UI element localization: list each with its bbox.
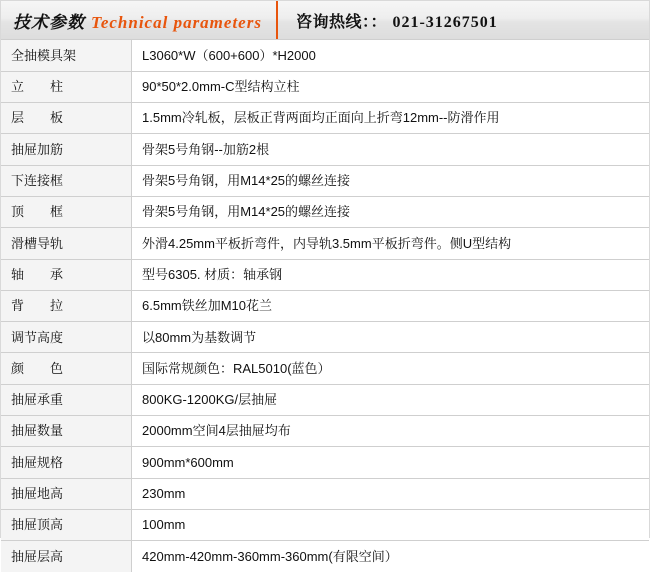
table-row: [1, 259, 649, 290]
table-row: [1, 384, 649, 415]
table-row: [1, 71, 649, 102]
row-label: 下连接框: [1, 165, 132, 196]
row-value: 1.5mm冷轧板，层板正背两面均正面向上折弯12mm--防滑作用: [132, 103, 650, 134]
table-row: [1, 447, 649, 478]
table-row: [1, 40, 649, 71]
row-label: 背 拉: [1, 290, 132, 321]
row-label: 颜 色: [1, 353, 132, 384]
page-title-en: Technical parameters: [91, 12, 262, 32]
hotline-number: ： 021-31267501: [370, 13, 498, 31]
row-value: 骨架5号角钢，用M14*25的螺丝连接: [132, 165, 650, 196]
row-label: 抽屉顶高: [1, 509, 132, 540]
header-title-group: [1, 8, 262, 33]
row-value: 900mm*600mm: [132, 447, 650, 478]
table-row: [1, 134, 649, 165]
row-label: 顶 框: [1, 196, 132, 227]
table-row: [1, 509, 649, 540]
row-value: 100mm: [132, 509, 650, 540]
page-header: [1, 1, 649, 40]
row-value: 2000mm空间4层抽屉均布: [132, 416, 650, 447]
table-row: [1, 322, 649, 353]
row-value: 国际常规颜色：RAL5010(蓝色）: [132, 353, 650, 384]
row-label: 轴 承: [1, 259, 132, 290]
row-value: L3060*W（600+600）*H2000: [132, 40, 650, 71]
row-value: 90*50*2.0mm-C型结构立柱: [132, 71, 650, 102]
row-label: 调节高度: [1, 322, 132, 353]
row-value: 800KG-1200KG/层抽屉: [132, 384, 650, 415]
row-value: 以80mm为基数调节: [132, 322, 650, 353]
row-label: 抽屉规格: [1, 447, 132, 478]
specifications-table: [1, 40, 649, 572]
table-row: [1, 478, 649, 509]
row-value: 骨架5号角钢--加筋2根: [132, 134, 650, 165]
row-value: 型号6305. 材质：轴承钢: [132, 259, 650, 290]
table-row: [1, 290, 649, 321]
row-label: 抽屉层高: [1, 541, 132, 572]
table-row: [1, 196, 649, 227]
hotline-text: [278, 9, 498, 32]
row-label: 抽屉承重: [1, 384, 132, 415]
hotline-label: 咨询热线：: [295, 13, 371, 31]
row-value: 骨架5号角钢，用M14*25的螺丝连接: [132, 196, 650, 227]
row-value: 6.5mm铁丝加M10花兰: [132, 290, 650, 321]
row-label: 全抽模具架: [1, 40, 132, 71]
specifications-table-body: [1, 40, 649, 572]
row-label: 立 柱: [1, 71, 132, 102]
table-row: [1, 228, 649, 259]
table-row: [1, 541, 649, 572]
row-label: 滑槽导轨: [1, 228, 132, 259]
row-value: 外滑4.25mm平板折弯件，内导轨3.5mm平板折弯件。侧U型结构: [132, 228, 650, 259]
row-label: 层 板: [1, 103, 132, 134]
table-row: [1, 103, 649, 134]
row-label: 抽屉地高: [1, 478, 132, 509]
row-label: 抽屉加筋: [1, 134, 132, 165]
page-title-cn: 技术参数: [13, 12, 85, 32]
row-value: 420mm-420mm-360mm-360mm(有限空间）: [132, 541, 650, 572]
table-row: [1, 416, 649, 447]
table-row: [1, 353, 649, 384]
row-value: 230mm: [132, 478, 650, 509]
table-row: [1, 165, 649, 196]
row-label: 抽屉数量: [1, 416, 132, 447]
